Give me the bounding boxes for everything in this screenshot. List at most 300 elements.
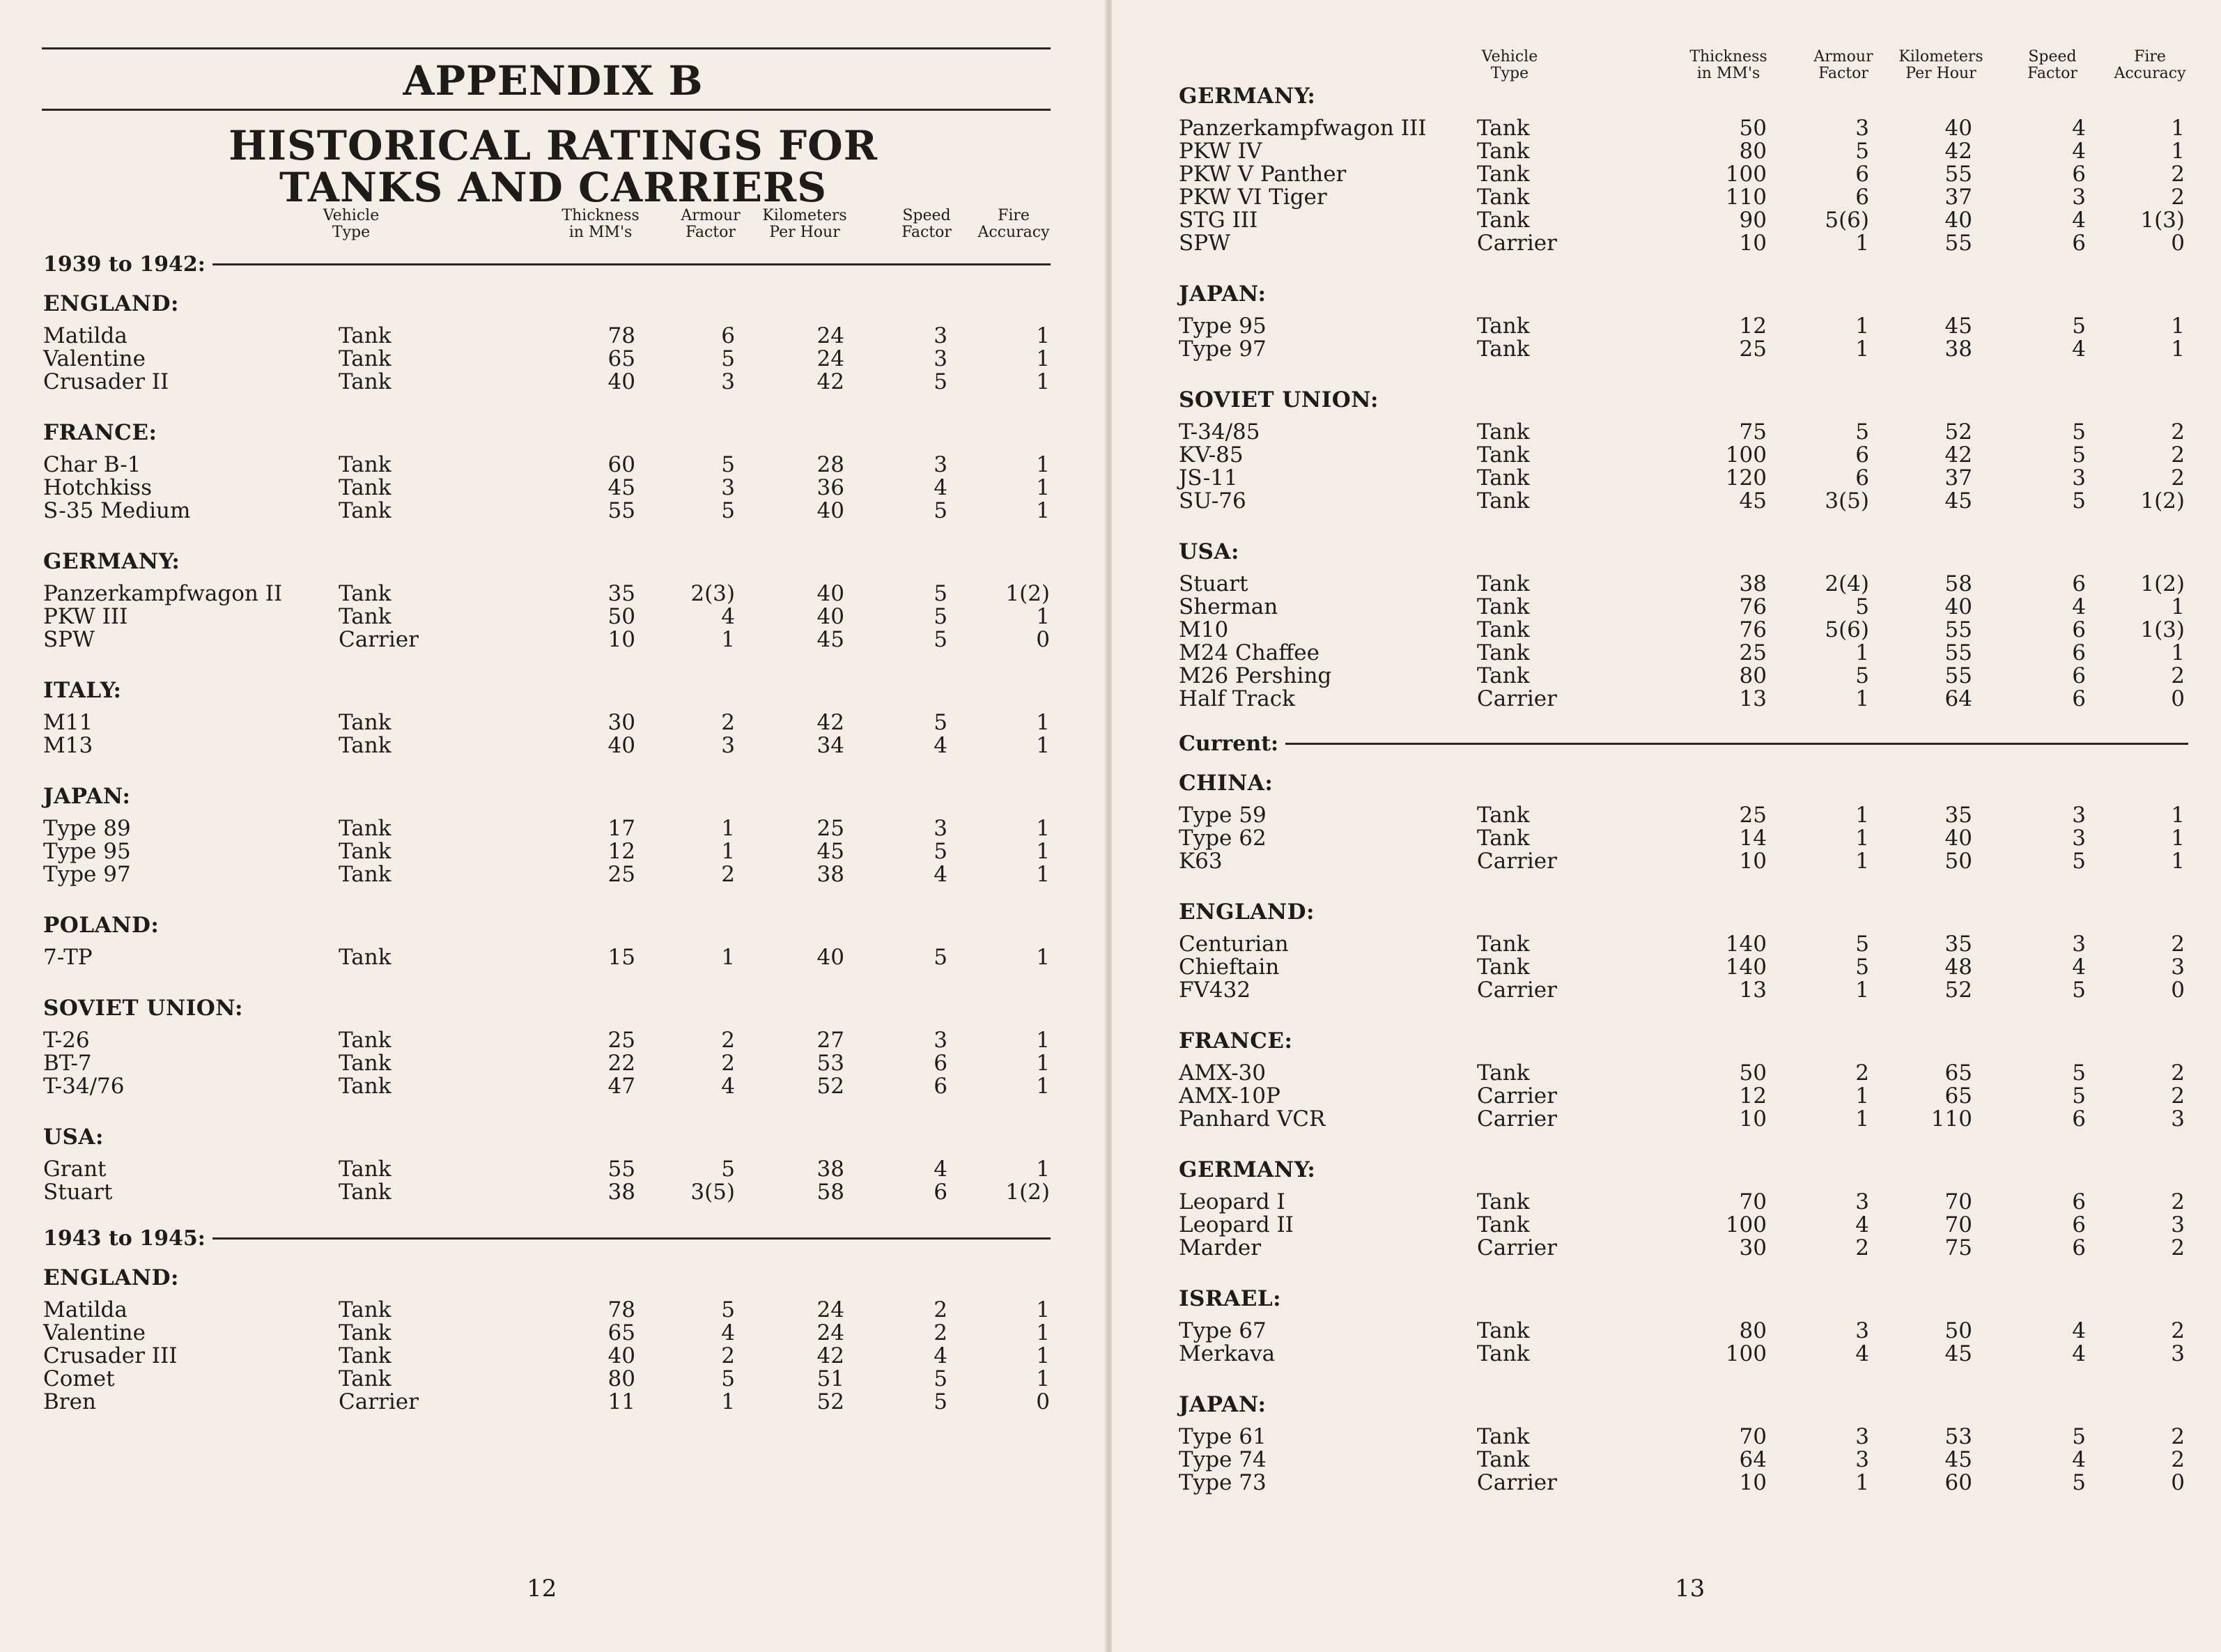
table-row: [1112, 850, 2199, 873]
table-row: [0, 1075, 1087, 1098]
thickness-value: 12: [608, 839, 635, 864]
fire-accuracy-value: 1: [1036, 945, 1050, 970]
vehicle-type: Tank: [1477, 314, 1530, 339]
fire-accuracy-value: 0: [1036, 1389, 1050, 1414]
vehicle-type: Carrier: [1477, 1106, 1557, 1132]
speed-factor-value: 5: [934, 1366, 947, 1391]
kph-value: 65: [1944, 1060, 1972, 1086]
armour-factor-value: 1: [1855, 1083, 1869, 1109]
table-row: [1112, 209, 2199, 232]
speed-factor-value: 3: [934, 346, 947, 371]
thickness-value: 22: [608, 1051, 635, 1076]
vehicle-type: Tank: [339, 1157, 392, 1182]
speed-factor-value: 5: [934, 627, 947, 652]
armour-factor-value: 5: [721, 1157, 735, 1182]
fire-accuracy-value: 3: [2171, 955, 2185, 980]
thickness-value: 78: [608, 1297, 635, 1322]
table-row: [1112, 827, 2199, 850]
kph-value: 53: [817, 1051, 844, 1076]
column-header-thickness: [557, 208, 644, 241]
table-row: [0, 711, 1087, 734]
vehicle-name: Centurian: [1179, 932, 1289, 957]
thickness-value: 45: [608, 475, 635, 500]
right-page: [1112, 0, 2221, 1652]
table-row: [1112, 444, 2199, 467]
thickness-value: 60: [608, 452, 635, 477]
thickness-value: 38: [1739, 571, 1767, 596]
vehicle-type: Tank: [339, 604, 392, 629]
thickness-value: 25: [608, 862, 635, 887]
vehicle-name: Stuart: [1179, 571, 1248, 596]
kph-value: 58: [817, 1180, 844, 1205]
fire-accuracy-value: 1(2): [1005, 1180, 1050, 1205]
thickness-value: 100: [1725, 162, 1767, 187]
thickness-value: 80: [1739, 139, 1767, 164]
armour-factor-value: 3: [721, 475, 735, 500]
armour-factor-value: 1: [1855, 640, 1869, 665]
armour-factor-value: 2: [721, 1051, 735, 1076]
thickness-value: 80: [1739, 663, 1767, 688]
thickness-value: 25: [1739, 337, 1767, 362]
speed-factor-value: 6: [934, 1180, 947, 1205]
speed-factor-value: 5: [934, 369, 947, 394]
thickness-value: 15: [608, 945, 635, 970]
column-header-fire-line: Fire: [998, 207, 1030, 224]
column-header-thickness: [1683, 49, 1774, 82]
vehicle-type: Tank: [339, 1320, 392, 1345]
vehicle-type: Tank: [339, 1343, 392, 1368]
column-header-fire: [975, 208, 1052, 241]
table-row: [1112, 1449, 2199, 1472]
vehicle-type: Tank: [1477, 803, 1530, 828]
fire-accuracy-value: 1: [1036, 452, 1050, 477]
vehicle-type: Tank: [1477, 1424, 1530, 1449]
country-heading: SOVIET UNION:: [1179, 387, 1379, 412]
table-row: [0, 348, 1087, 371]
column-header-km-line: Kilometers: [1898, 48, 1983, 65]
table-row: [1112, 186, 2199, 209]
speed-factor-value: 5: [934, 1389, 947, 1414]
kph-value: 52: [817, 1389, 844, 1414]
column-header-type: [1471, 49, 1548, 82]
thickness-value: 12: [1739, 314, 1767, 339]
fire-accuracy-value: 1: [1036, 862, 1050, 887]
vehicle-type: Tank: [339, 862, 392, 887]
vehicle-name: Comet: [43, 1366, 115, 1391]
country-heading: GERMANY:: [1179, 1157, 1316, 1182]
country-heading: CHINA:: [1179, 771, 1274, 796]
speed-factor-value: 4: [934, 733, 947, 758]
fire-accuracy-value: 1: [1036, 1028, 1050, 1053]
vehicle-name: Type 59: [1179, 803, 1267, 828]
kph-value: 35: [1944, 803, 1972, 828]
vehicle-name: Merkava: [1179, 1341, 1276, 1366]
vehicle-name: Type 73: [1179, 1470, 1267, 1495]
fire-accuracy-value: 1: [2171, 116, 2185, 141]
vehicle-type: Tank: [339, 839, 392, 864]
column-header-thickness-line: in MM's: [1696, 65, 1760, 82]
speed-factor-value: 5: [2072, 419, 2086, 445]
kph-value: 64: [1944, 686, 1972, 711]
fire-accuracy-value: 1: [1036, 1320, 1050, 1345]
armour-factor-value: 1: [721, 627, 735, 652]
thickness-value: 100: [1725, 1212, 1767, 1237]
armour-factor-value: 5: [721, 346, 735, 371]
thickness-value: 10: [1739, 1470, 1767, 1495]
section-title: 1939 to 1942:: [43, 252, 206, 277]
armour-factor-value: 1: [1855, 803, 1869, 828]
vehicle-name: Type 62: [1179, 826, 1267, 851]
table-row: [1112, 642, 2199, 665]
vehicle-type: Tank: [1477, 116, 1530, 141]
armour-factor-value: 4: [1855, 1212, 1869, 1237]
column-header-type-line: Vehicle: [1481, 48, 1538, 65]
fire-accuracy-value: 1: [1036, 369, 1050, 394]
page-title-line1: HISTORICAL RATINGS FOR: [229, 122, 878, 169]
speed-factor-value: 4: [2072, 1447, 2086, 1472]
vehicle-name: Char B-1: [43, 452, 141, 477]
column-header-type-line: Vehicle: [323, 207, 380, 224]
vehicle-type: Tank: [1477, 442, 1530, 468]
country-heading: ENGLAND:: [43, 1265, 179, 1290]
kph-value: 53: [1944, 1424, 1972, 1449]
table-row: [0, 1345, 1087, 1368]
kph-value: 40: [1944, 208, 1972, 233]
fire-accuracy-value: 2: [2171, 1060, 2185, 1086]
vehicle-type: Tank: [339, 1366, 392, 1391]
vehicle-type: Tank: [1477, 955, 1530, 980]
kph-value: 45: [1944, 1341, 1972, 1366]
armour-factor-value: 2(3): [690, 581, 735, 606]
thickness-value: 80: [608, 1366, 635, 1391]
column-header-speed: [892, 208, 961, 241]
thickness-value: 80: [1739, 1318, 1767, 1343]
kph-value: 40: [1944, 594, 1972, 619]
vehicle-name: Half Track: [1179, 686, 1295, 711]
vehicle-type: Tank: [1477, 337, 1530, 362]
column-header-armour-line: Armour: [1813, 48, 1873, 65]
thickness-value: 140: [1725, 955, 1767, 980]
vehicle-name: SPW: [1179, 231, 1230, 256]
vehicle-name: Type 74: [1179, 1447, 1267, 1472]
vehicle-type: Tank: [1477, 1060, 1530, 1086]
fire-accuracy-value: 3: [2171, 1341, 2185, 1366]
thickness-value: 38: [608, 1180, 635, 1205]
speed-factor-value: 5: [2072, 1424, 2086, 1449]
thickness-value: 45: [1739, 488, 1767, 514]
table-row: [1112, 688, 2199, 711]
kph-value: 24: [817, 346, 844, 371]
armour-factor-value: 3(5): [690, 1180, 735, 1205]
fire-accuracy-value: 1: [1036, 1157, 1050, 1182]
vehicle-name: Sherman: [1179, 594, 1278, 619]
fire-accuracy-value: 1: [2171, 640, 2185, 665]
vehicle-type: Tank: [339, 475, 392, 500]
section-title: Current:: [1179, 732, 1279, 756]
vehicle-name: FV432: [1179, 978, 1251, 1003]
table-row: [0, 734, 1087, 757]
vehicle-name: Matilda: [43, 1297, 127, 1322]
vehicle-type: Tank: [1477, 1341, 1530, 1366]
table-row: [1112, 1237, 2199, 1260]
thickness-value: 40: [608, 733, 635, 758]
vehicle-name: Crusader III: [43, 1343, 178, 1368]
speed-factor-value: 3: [934, 452, 947, 477]
thickness-value: 30: [608, 710, 635, 735]
thickness-value: 110: [1725, 185, 1767, 210]
section-heading: [1179, 732, 2188, 756]
armour-factor-value: 1: [721, 816, 735, 841]
table-row: [1112, 467, 2199, 490]
thickness-value: 17: [608, 816, 635, 841]
table-row: [1112, 421, 2199, 444]
fire-accuracy-value: 2: [2171, 932, 2185, 957]
fire-accuracy-value: 1: [1036, 710, 1050, 735]
vehicle-name: K63: [1179, 849, 1223, 874]
kph-value: 52: [1944, 978, 1972, 1003]
column-header-armour: [1809, 49, 1878, 82]
heading-rule: [42, 109, 1051, 111]
kph-value: 27: [817, 1028, 844, 1053]
fire-accuracy-value: 3: [2171, 1212, 2185, 1237]
thickness-value: 140: [1725, 932, 1767, 957]
fire-accuracy-value: 1: [2171, 803, 2185, 828]
table-row: [1112, 1214, 2199, 1237]
vehicle-type: Tank: [1477, 139, 1530, 164]
thickness-value: 100: [1725, 1341, 1767, 1366]
armour-factor-value: 3: [1855, 1447, 1869, 1472]
table-row: [1112, 979, 2199, 1002]
vehicle-type: Tank: [1477, 932, 1530, 957]
thickness-value: 76: [1739, 617, 1767, 642]
armour-factor-value: 1: [721, 1389, 735, 1414]
vehicle-name: Leopard II: [1179, 1212, 1294, 1237]
vehicle-name: S-35 Medium: [43, 498, 191, 523]
country-heading: JAPAN:: [43, 784, 131, 809]
speed-factor-value: 3: [2072, 185, 2086, 210]
speed-factor-value: 6: [2072, 640, 2086, 665]
kph-value: 45: [1944, 488, 1972, 514]
speed-factor-value: 6: [2072, 231, 2086, 256]
fire-accuracy-value: 1: [1036, 604, 1050, 629]
kph-value: 48: [1944, 955, 1972, 980]
thickness-value: 25: [1739, 803, 1767, 828]
thickness-value: 76: [1739, 594, 1767, 619]
armour-factor-value: 1: [1855, 978, 1869, 1003]
vehicle-name: Type 61: [1179, 1424, 1267, 1449]
armour-factor-value: 2: [721, 862, 735, 887]
kph-value: 38: [817, 862, 844, 887]
speed-factor-value: 4: [2072, 139, 2086, 164]
vehicle-name: Valentine: [43, 1320, 146, 1345]
fire-accuracy-value: 2: [2171, 419, 2185, 445]
armour-factor-value: 5: [1855, 594, 1869, 619]
speed-factor-value: 4: [2072, 116, 2086, 141]
column-header-fire-line: Accuracy: [2114, 65, 2186, 82]
table-row: [1112, 1472, 2199, 1495]
kph-value: 38: [817, 1157, 844, 1182]
armour-factor-value: 1: [1855, 314, 1869, 339]
kph-value: 40: [1944, 826, 1972, 851]
fire-accuracy-value: 1(3): [2140, 208, 2185, 233]
thickness-value: 78: [608, 323, 635, 348]
speed-factor-value: 5: [934, 498, 947, 523]
fire-accuracy-value: 1: [2171, 314, 2185, 339]
thickness-value: 10: [1739, 849, 1767, 874]
thickness-value: 65: [608, 1320, 635, 1345]
column-header-km: [759, 208, 850, 241]
table-row: [1112, 619, 2199, 642]
kph-value: 42: [1944, 139, 1972, 164]
vehicle-type: Carrier: [1477, 849, 1557, 874]
vehicle-type: Carrier: [1477, 1235, 1557, 1260]
speed-factor-value: 6: [2072, 1106, 2086, 1132]
fire-accuracy-value: 1: [2171, 139, 2185, 164]
armour-factor-value: 5: [1855, 932, 1869, 957]
vehicle-type: Tank: [1477, 826, 1530, 851]
fire-accuracy-value: 2: [2171, 1189, 2185, 1214]
fire-accuracy-value: 2: [2171, 1083, 2185, 1109]
speed-factor-value: 5: [2072, 978, 2086, 1003]
vehicle-name: KV-85: [1179, 442, 1244, 468]
table-row: [1112, 804, 2199, 827]
fire-accuracy-value: 1(2): [1005, 581, 1050, 606]
vehicle-name: Marder: [1179, 1235, 1262, 1260]
thickness-value: 55: [608, 498, 635, 523]
column-header-armour: [676, 208, 745, 241]
table-row: [1112, 490, 2199, 513]
speed-factor-value: 5: [2072, 1060, 2086, 1086]
vehicle-name: Bren: [43, 1389, 96, 1414]
kph-value: 75: [1944, 1235, 1972, 1260]
kph-value: 50: [1944, 1318, 1972, 1343]
kph-value: 24: [817, 1297, 844, 1322]
armour-factor-value: 6: [1855, 442, 1869, 468]
column-header-armour-line: Armour: [681, 207, 741, 224]
kph-value: 38: [1944, 337, 1972, 362]
column-header-thickness-line: Thickness: [562, 207, 640, 224]
table-row: [1112, 596, 2199, 619]
kph-value: 52: [1944, 419, 1972, 445]
vehicle-type: Tank: [339, 498, 392, 523]
vehicle-name: Stuart: [43, 1180, 113, 1205]
kph-value: 37: [1944, 185, 1972, 210]
speed-factor-value: 2: [934, 1320, 947, 1345]
vehicle-type: Carrier: [1477, 231, 1557, 256]
vehicle-name: Type 97: [1179, 337, 1267, 362]
table-row: [1112, 338, 2199, 361]
country-heading: USA:: [43, 1125, 104, 1150]
speed-factor-value: 4: [934, 475, 947, 500]
kph-value: 42: [1944, 442, 1972, 468]
kph-value: 45: [1944, 1447, 1972, 1472]
column-header-speed: [2018, 49, 2087, 82]
country-heading: USA:: [1179, 539, 1239, 564]
table-row: [0, 1391, 1087, 1414]
column-header-fire: [2108, 49, 2192, 82]
thickness-value: 10: [608, 627, 635, 652]
fire-accuracy-value: 0: [2171, 686, 2185, 711]
vehicle-name: AMX-30: [1179, 1060, 1267, 1086]
vehicle-name: SPW: [43, 627, 95, 652]
kph-value: 65: [1944, 1083, 1972, 1109]
speed-factor-value: 6: [2072, 617, 2086, 642]
armour-factor-value: 1: [721, 839, 735, 864]
speed-factor-value: 3: [934, 816, 947, 841]
vehicle-type: Tank: [1477, 617, 1530, 642]
kph-value: 40: [1944, 116, 1972, 141]
table-row: [0, 1052, 1087, 1075]
vehicle-type: Carrier: [1477, 1083, 1557, 1109]
vehicle-type: Tank: [1477, 488, 1530, 514]
kph-value: 55: [1944, 640, 1972, 665]
country-heading: ISRAEL:: [1179, 1286, 1282, 1311]
vehicle-name: Hotchkiss: [43, 475, 152, 500]
speed-factor-value: 6: [2072, 1212, 2086, 1237]
kph-value: 58: [1944, 571, 1972, 596]
fire-accuracy-value: 1: [2171, 849, 2185, 874]
thickness-value: 14: [1739, 826, 1767, 851]
fire-accuracy-value: 0: [1036, 627, 1050, 652]
fire-accuracy-value: 1: [1036, 1366, 1050, 1391]
thickness-value: 40: [608, 1343, 635, 1368]
armour-factor-value: 1: [1855, 849, 1869, 874]
vehicle-name: Leopard I: [1179, 1189, 1285, 1214]
vehicle-type: Tank: [339, 1180, 392, 1205]
vehicle-name: T-34/76: [43, 1074, 125, 1099]
fire-accuracy-value: 0: [2171, 231, 2185, 256]
thickness-value: 90: [1739, 208, 1767, 233]
thickness-value: 13: [1739, 978, 1767, 1003]
country-heading: GERMANY:: [43, 549, 180, 574]
speed-factor-value: 6: [2072, 663, 2086, 688]
vehicle-type: Tank: [1477, 208, 1530, 233]
table-row: [0, 1322, 1087, 1345]
vehicle-type: Tank: [339, 346, 392, 371]
fire-accuracy-value: 1(2): [2140, 571, 2185, 596]
table-row: [1112, 1191, 2199, 1214]
kph-value: 55: [1944, 162, 1972, 187]
kph-value: 42: [817, 710, 844, 735]
vehicle-name: JS-11: [1179, 465, 1238, 491]
vehicle-type: Tank: [1477, 1318, 1530, 1343]
column-header-fire-line: Fire: [2134, 48, 2166, 65]
speed-factor-value: 6: [2072, 1235, 2086, 1260]
armour-factor-value: 6: [1855, 162, 1869, 187]
speed-factor-value: 4: [2072, 337, 2086, 362]
armour-factor-value: 3: [1855, 1318, 1869, 1343]
table-row: [1112, 933, 2199, 956]
table-row: [1112, 1085, 2199, 1108]
column-header-armour-line: Factor: [1818, 65, 1868, 82]
vehicle-name: PKW VI Tiger: [1179, 185, 1327, 210]
section-heading: [43, 1226, 1051, 1251]
kph-value: 24: [817, 1320, 844, 1345]
fire-accuracy-value: 1: [1036, 733, 1050, 758]
column-header-km-line: Per Hour: [1905, 65, 1976, 82]
column-header-km: [1892, 49, 1990, 82]
armour-factor-value: 5: [721, 498, 735, 523]
armour-factor-value: 3: [1855, 1424, 1869, 1449]
column-header-type-line: Type: [1490, 65, 1529, 82]
armour-factor-value: 5: [721, 1366, 735, 1391]
vehicle-type: Tank: [339, 581, 392, 606]
vehicle-type: Carrier: [1477, 1470, 1557, 1495]
kph-value: 25: [817, 816, 844, 841]
speed-factor-value: 3: [934, 323, 947, 348]
country-heading: ENGLAND:: [1179, 900, 1315, 925]
table-row: [1112, 956, 2199, 979]
